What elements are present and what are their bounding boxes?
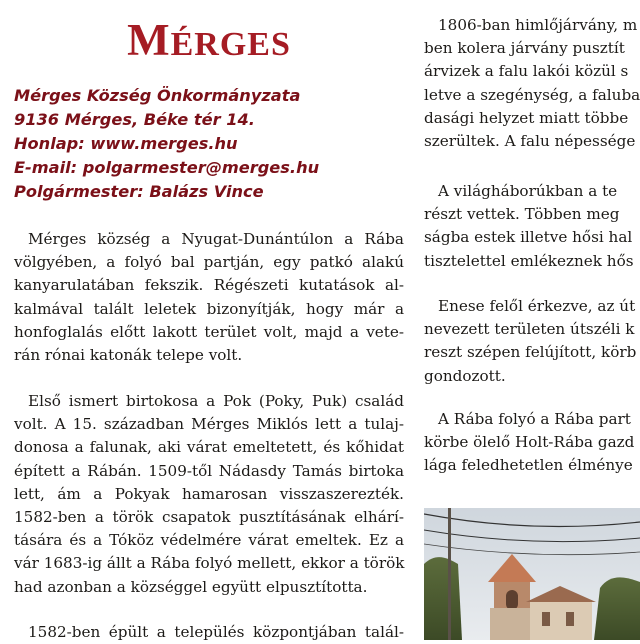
text-line: épített a Rábán. 1509-től Nádasdy Tamás birtoka xyxy=(14,461,404,480)
text-line: árvizek a falu lakói közül s xyxy=(424,62,629,81)
text-line: A világháborúkban a te xyxy=(438,182,618,200)
text-line: vár 1683-ig állt a Rába folyó mellett, ekkor a török xyxy=(14,554,405,573)
text-line: nevezett területen útszéli k xyxy=(424,320,635,339)
church-photo xyxy=(424,508,640,640)
contact-organization: Mérges Község Önkormányzata xyxy=(14,86,301,105)
contact-block xyxy=(14,84,404,204)
text-line: völgyében, a folyó bal partján, egy patkó alakú xyxy=(14,253,404,272)
text-line: ben kolera járvány pusztít xyxy=(424,39,625,58)
text-line: tisztelettel emlékeznek hős xyxy=(424,251,634,270)
paragraph-wars xyxy=(424,180,640,273)
title-rest: ÉRGES xyxy=(170,26,291,63)
text-line: gondozott. xyxy=(424,366,506,385)
paragraph-river xyxy=(424,408,640,478)
text-line: részt vettek. Többen meg xyxy=(424,205,620,224)
text-line: A Rába folyó a Rába part xyxy=(438,410,631,428)
text-line: rán rónai katonák telepe volt. xyxy=(14,346,243,365)
text-line: tására és a Tóköz védelmére várat emeltek. Ez a xyxy=(14,531,404,550)
text-line: kanyarulatában fekszik. Régészeti kutatások al- xyxy=(14,276,404,295)
photo-trees-right xyxy=(594,577,640,640)
text-line: Enese felől érkezve, az út xyxy=(438,297,636,315)
text-line: dasági helyzet miatt többe xyxy=(424,108,629,127)
text-line: lága feledhetetlen élménye xyxy=(424,456,633,475)
contact-website[interactable]: Honlap: www.merges.hu xyxy=(14,134,238,153)
photo-trees xyxy=(424,557,462,640)
paragraph-cross xyxy=(424,295,640,388)
text-line: 1582-ben épült a település központjában talál- xyxy=(28,623,404,641)
paragraph-epidemics xyxy=(424,14,640,153)
text-line: Első ismert birtokosa a Pok (Poky, Puk) család xyxy=(28,392,404,410)
title-initial: M xyxy=(127,15,171,65)
page-title xyxy=(14,14,404,71)
text-line: 1582-ben a török csapatok pusztításának elhárí- xyxy=(14,508,404,527)
text-line: szerültek. A falu népessége xyxy=(424,132,636,151)
text-line: donosa a falunak, aki várat emeltetett, és kőhidat xyxy=(14,438,404,457)
text-line: lett, ám a Pokyak hamarosan visszaszerezték. xyxy=(14,484,404,503)
text-line: körbe ölelő Holt-Rába gazd xyxy=(424,433,635,452)
text-line: had azonban a községgel együtt elpusztította. xyxy=(14,577,368,596)
paragraph-history xyxy=(14,390,404,599)
text-line: Mérges község a Nyugat-Dunántúlon a Rába xyxy=(28,230,404,248)
text-line: ságba estek illetve hősi hal xyxy=(424,228,633,247)
text-line: kalmával talált leletek bizonyítják, hogy már a xyxy=(14,299,404,318)
contact-address: 9136 Mérges, Béke tér 14. xyxy=(14,110,255,129)
paragraph-intro xyxy=(14,228,404,367)
text-line: letve a szegénység, a faluba xyxy=(424,85,640,104)
contact-mayor: Polgármester: Balázs Vince xyxy=(14,182,264,201)
paragraph-church xyxy=(14,621,404,644)
contact-email[interactable]: E-mail: polgarmester@merges.hu xyxy=(14,158,320,177)
text-line: volt. A 15. században Mérges Miklós lett a tulaj- xyxy=(14,415,404,434)
church-photo-illustration xyxy=(424,508,640,640)
text-line: 1806-ban himlőjárvány, m xyxy=(438,16,638,34)
text-line: honfoglalás előtt lakott terület volt, majd a vete- xyxy=(14,322,404,341)
utility-pole xyxy=(448,508,451,640)
text-line: reszt szépen felújított, körb xyxy=(424,343,637,362)
